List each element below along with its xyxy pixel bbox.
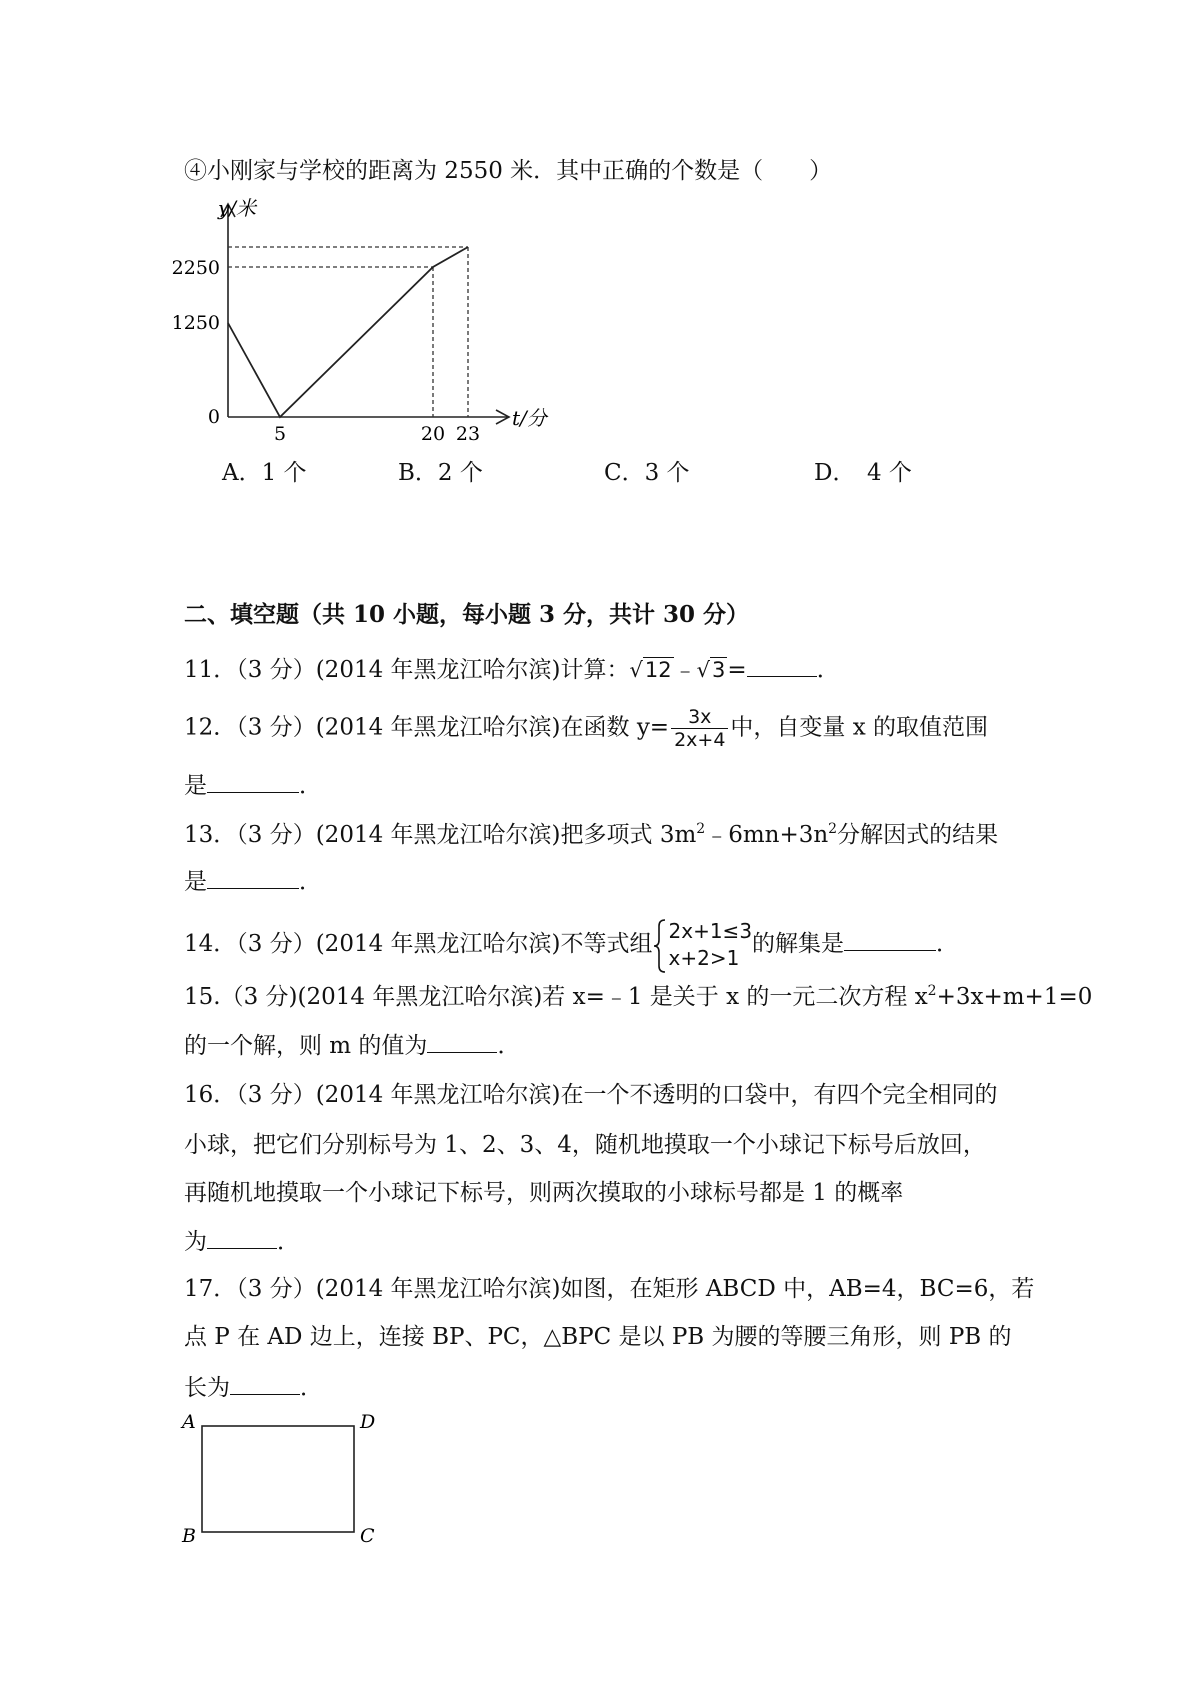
choice-a: A．1 个: [222, 460, 307, 486]
q12-suffix: 中，自变量 x 的取值范围: [730, 714, 989, 741]
distance-time-graph: [171, 195, 547, 450]
vertex-b-label: B: [182, 1525, 196, 1547]
answer-blank: [207, 1226, 277, 1249]
x-tick-5: 5: [273, 423, 287, 445]
x-axis-label: t/分: [512, 406, 547, 430]
x-tick-23: 23: [455, 423, 481, 445]
question-15: 15.（3 分)(2014 年黑龙江哈尔滨)若 x=﹣1 是关于 x 的一元二次方程 $x^2+3x+m+1=0$: [184, 983, 1093, 1010]
fraction-3x-over-2x4: $\frac{3x}{2x+4}$: [671, 706, 728, 751]
question-15-line-2: 的一个解，则 m 的值为 ．: [184, 1030, 520, 1061]
answer-blank: [844, 928, 936, 951]
answer-blank: [207, 770, 299, 793]
y-tick-1250: 1250: [171, 312, 220, 334]
question-16: 16．（3 分）(2014 年黑龙江哈尔滨)在一个不透明的口袋中，有四个完全相同的: [184, 1082, 998, 1108]
choice-c: C．3 个: [604, 460, 690, 486]
answer-blank: [230, 1372, 300, 1395]
y-tick-2250: 2250: [171, 257, 220, 279]
rectangle-abcd-figure: [176, 1410, 386, 1550]
vertex-c-label: C: [360, 1525, 375, 1547]
rectangle-abcd: [202, 1426, 354, 1532]
q11-equals: =: [727, 657, 747, 683]
x-tick-20: 20: [420, 423, 446, 445]
question-16-line-2: 小球，把它们分别标号为 1、2、3、4，随机地摸取一个小球记下标号后放回，: [184, 1132, 986, 1158]
choice-b: B．2 个: [398, 460, 483, 486]
y-tick-0: 0: [207, 406, 220, 428]
vertex-d-label: D: [360, 1411, 376, 1433]
y-axis-label: y/米: [218, 196, 257, 220]
left-brace-icon: [653, 918, 667, 974]
question-17: 17．（3 分）(2014 年黑龙江哈尔滨)如图，在矩形 ABCD 中，AB=4，BC=6，若: [184, 1276, 1035, 1302]
question-13: 13．（3 分）(2014 年黑龙江哈尔滨)把多项式 $3m^2﹣6mn+3n^2$分解因式的结果: [184, 821, 999, 848]
q11-minus: ﹣: [673, 657, 697, 683]
question-10-statement-4: ④小刚家与学校的距离为 2550 米．其中正确的个数是（ ）: [184, 158, 833, 184]
answer-blank: [747, 654, 817, 677]
q11-prefix: 11．（3 分）(2014 年黑龙江哈尔滨)计算：: [184, 657, 630, 683]
sqrt-12: √12: [629, 658, 672, 682]
question-12-line-2: 是 ．: [184, 770, 322, 801]
question-16-line-4: 为 ．: [184, 1226, 300, 1257]
distance-line: [228, 247, 468, 417]
question-17-line-2: 点 P 在 AD 边上，连接 BP、PC，△BPC 是以 PB 为腰的等腰三角形，则 PB 的: [184, 1324, 1012, 1350]
inequality-system: 2x+1≤3 x+2>1: [653, 918, 753, 972]
vertex-a-label: A: [182, 1411, 196, 1433]
sqrt-3: √3: [696, 658, 726, 682]
section-heading: 二、填空题（共 10 小题，每小题 3 分，共计 30 分）: [184, 601, 750, 628]
q12-prefix: 12．（3 分）(2014 年黑龙江哈尔滨)在函数 y=: [184, 714, 670, 741]
question-16-line-3: 再随机地摸取一个小球记下标号，则两次摸取的小球标号都是 1 的概率: [184, 1180, 904, 1206]
question-14: 14．（3 分）(2014 年黑龙江哈尔滨)不等式组 2x+1≤3 x+2>1 的解集是 ．: [184, 918, 959, 972]
q11-end: ．: [816, 657, 840, 683]
answer-blank: [207, 866, 299, 889]
question-17-line-3: 长为 ．: [184, 1372, 323, 1403]
answer-blank: [427, 1030, 497, 1053]
question-13-line-2: 是 ．: [184, 866, 322, 897]
question-12: [184, 706, 988, 751]
question-11: [184, 654, 840, 685]
choice-d: D． 4 个: [814, 460, 912, 486]
